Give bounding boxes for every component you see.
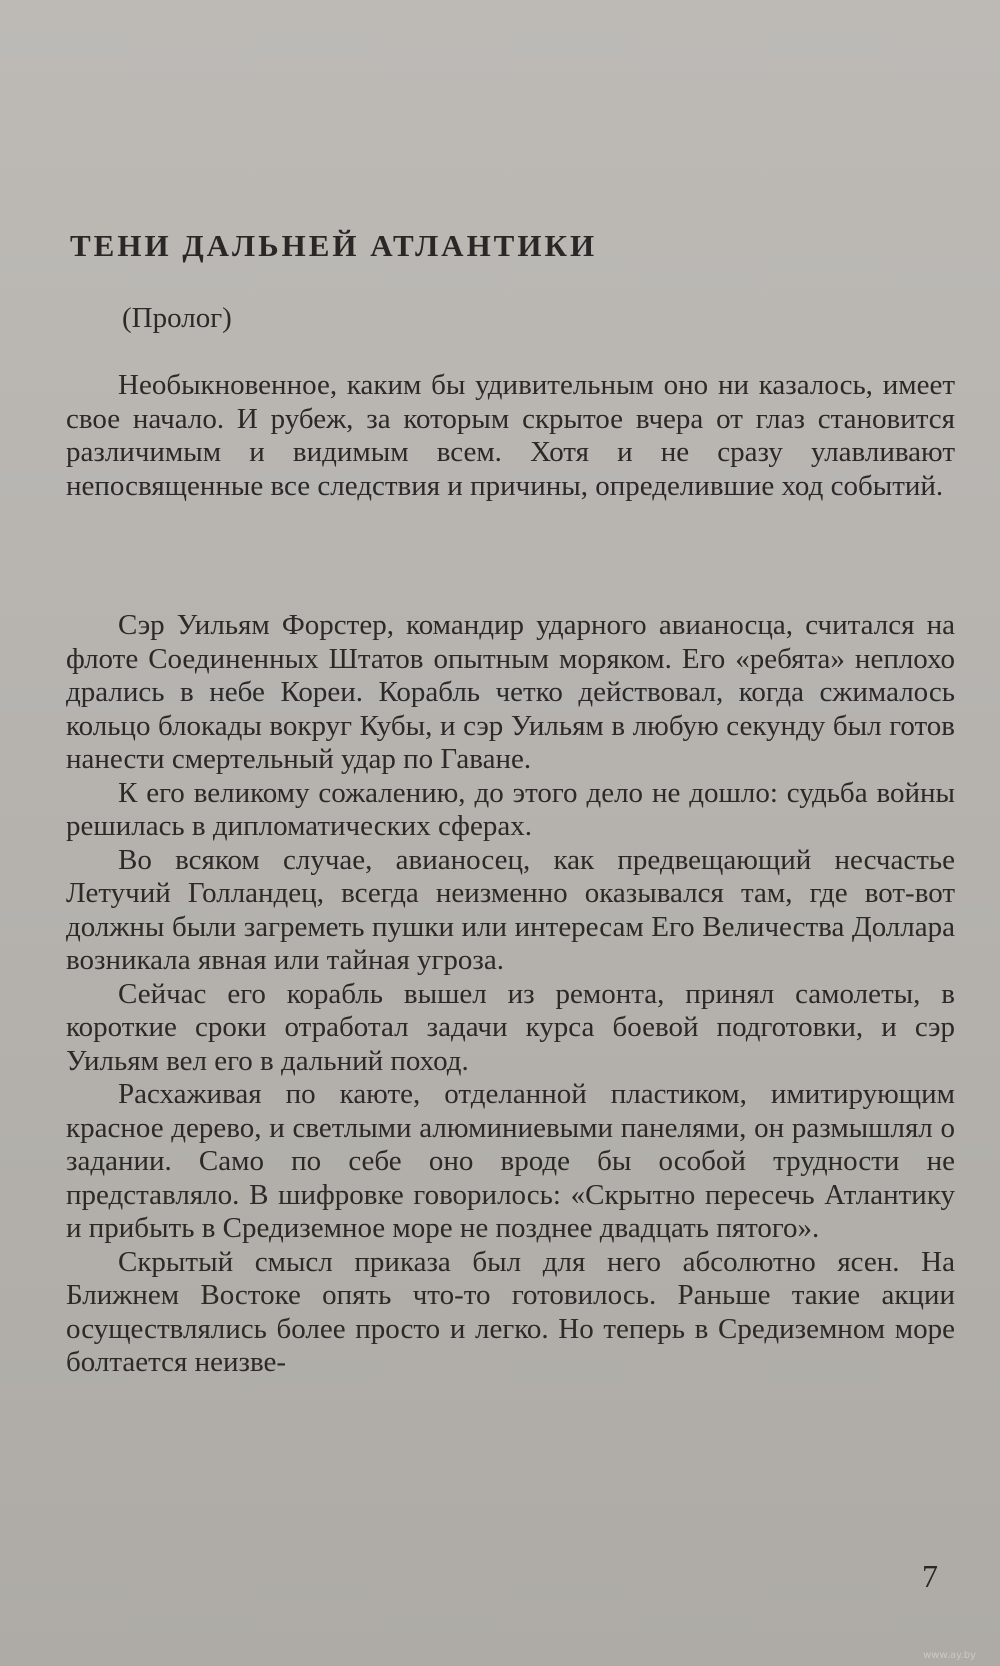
page-number: 7 [922,1558,938,1594]
paragraph: Скрытый смысл приказа был для него абсолютно ясен. На Ближнем Востоке опять что-то готовилось. Раньше такие акции осуществлялись более просто и легко. Но теперь в Средиземном море болтается неизве- [66,1245,955,1378]
main-text [66,609,955,1380]
intro-paragraph: Необыкновенное, каким бы удивительным оно ни казалось, имеет свое начало. И рубеж, за которым скрытое вчера от глаз становится различимым и видимым всем. Хотя и не сразу улавливают непосвященные все следствия и причины, определившие ход событий. [66,369,955,502]
paragraph: Расхаживая по каюте, отделанной пластиком, имитирующим красное дерево, и светлыми алюминиевыми панелями, он размышлял о задании. Само по себе оно вроде бы особой трудности не представляло. В шифровке говорилось: «Скрытно пересечь Атлантику и прибыть в Средиземное море не позднее двадцать пятого». [66,1078,955,1244]
paragraph: Во всяком случае, авианосец, как предвещающий несчастье Летучий Голландец, всегда неизменно оказывался там, где вот-вот должны были загреметь пушки или интересам Его Величества Доллара возникала явная или тайная угроза. [66,843,955,976]
chapter-subtitle: (Пролог) [122,302,232,334]
paragraph: Сейчас его корабль вышел из ремонта, принял самолеты, в короткие сроки отработал задачи курса боевой подготовки, и сэр Уильям вел его в дальний поход. [66,977,955,1077]
paragraph: К его великому сожалению, до этого дело не дошло: судьба войны решилась в дипломатических сферах. [66,776,955,842]
watermark: www.ay.by [923,1650,976,1661]
paragraph: Сэр Уильям Форстер, командир ударного авианосца, считался на флоте Соединенных Штатов опытным моряком. Его «ребята» неплохо дрались в небе Кореи. Корабль четко действовал, когда сжималось кольцо блокады вокруг Кубы, и сэр Уильям в любую секунду был готов нанести смертельный удар по Гаване. [66,609,955,775]
intro-text [66,369,955,503]
chapter-title: ТЕНИ ДАЛЬНЕЙ АТЛАНТИКИ [70,228,598,263]
